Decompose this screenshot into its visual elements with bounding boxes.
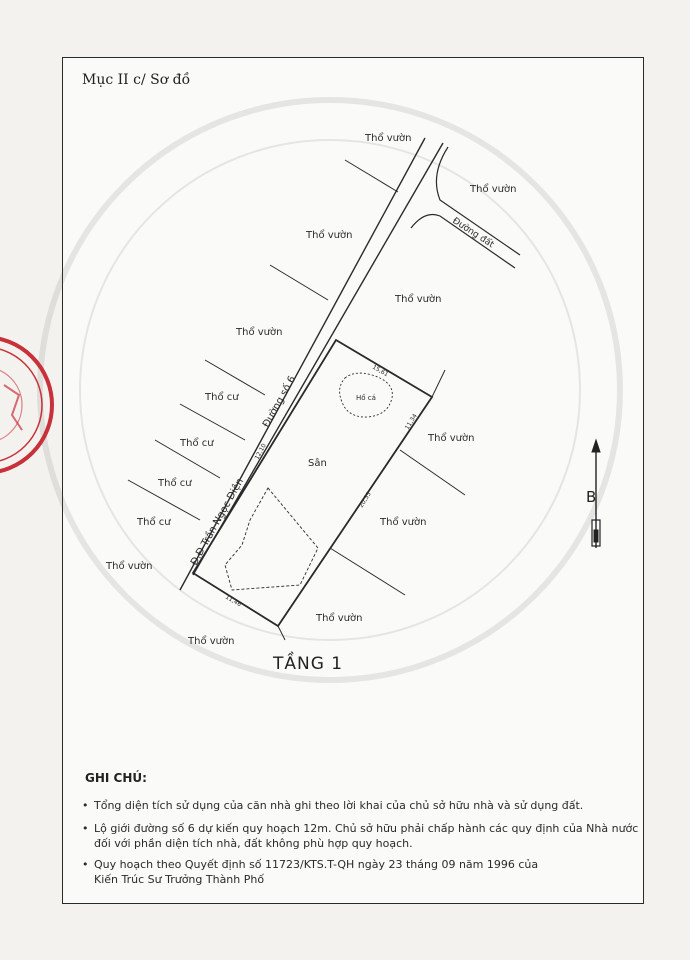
label-tho-vuon-2: Thổ vườn xyxy=(470,184,517,195)
label-tho-vuon-7: Thổ vườn xyxy=(380,517,427,528)
label-tho-cu-3: Thổ cư xyxy=(158,478,192,489)
svg-text:15,61: 15,61 xyxy=(371,363,390,379)
svg-text:20,35: 20,35 xyxy=(357,490,373,510)
label-tho-vuon-3: Thổ vườn xyxy=(306,230,353,241)
dimension-ticks xyxy=(224,364,419,609)
label-duong-dat: Đường đất xyxy=(450,216,496,251)
label-san: Sân xyxy=(308,458,327,469)
svg-text:12,10: 12,10 xyxy=(253,442,268,461)
svg-text:11,34: 11,34 xyxy=(403,412,419,432)
label-tho-vuon-5: Thổ vườn xyxy=(236,327,283,338)
label-tho-cu-1: Thổ cư xyxy=(205,392,239,403)
svg-text:11,46: 11,46 xyxy=(224,593,243,609)
label-street-name: Đ.Đ Trần Ngọc Diện xyxy=(189,476,247,568)
section-title: Mục II c/ Sơ đồ xyxy=(82,72,191,88)
official-stamp xyxy=(0,325,64,485)
label-tho-vuon-6: Thổ vườn xyxy=(428,433,475,444)
neighbor-boundaries xyxy=(128,160,465,640)
note-item: • Lộ giới đường số 6 dự kiến quy hoạch 12m. Chủ sở hữu phải chấp hành các quy định của Nhà nước xyxy=(82,822,639,835)
label-tho-vuon-1: Thổ vườn xyxy=(365,133,412,144)
label-tho-cu-2: Thổ cư xyxy=(180,438,214,449)
house-footprint xyxy=(225,488,318,590)
note-item-continued: Kiến Trúc Sư Trưởng Thành Phố xyxy=(94,873,265,886)
watermark-seal xyxy=(40,100,620,680)
label-tho-vuon-4: Thổ vườn xyxy=(395,294,442,305)
note-item: • Tổng diện tích sử dụng của căn nhà ghi theo lời khai của chủ sở hữu nhà và sử dụng đất. xyxy=(82,799,584,812)
label-tho-cu-4: Thổ cư xyxy=(137,517,171,528)
lot-boundary xyxy=(193,340,432,626)
label-tho-vuon-10: Thổ vườn xyxy=(188,636,235,647)
note-item-continued: đối với phần diện tích nhà, đất không phù hợp quy hoạch. xyxy=(94,837,413,850)
note-item: • Quy hoạch theo Quyết định số 11723/KTS.T-QH ngày 23 tháng 09 năm 1996 của xyxy=(82,858,539,871)
label-tho-vuon-8: Thổ vườn xyxy=(106,561,153,572)
label-ho-ca: Hồ cá xyxy=(356,394,376,402)
road-duong-dat xyxy=(411,147,520,268)
notes-title: GHI CHÚ: xyxy=(85,771,147,785)
floor-label: TẦNG 1 xyxy=(273,654,344,674)
label-road-name: Đường số 6 xyxy=(261,374,299,430)
north-label: B xyxy=(586,488,597,506)
label-tho-vuon-9: Thổ vườn xyxy=(316,613,363,624)
